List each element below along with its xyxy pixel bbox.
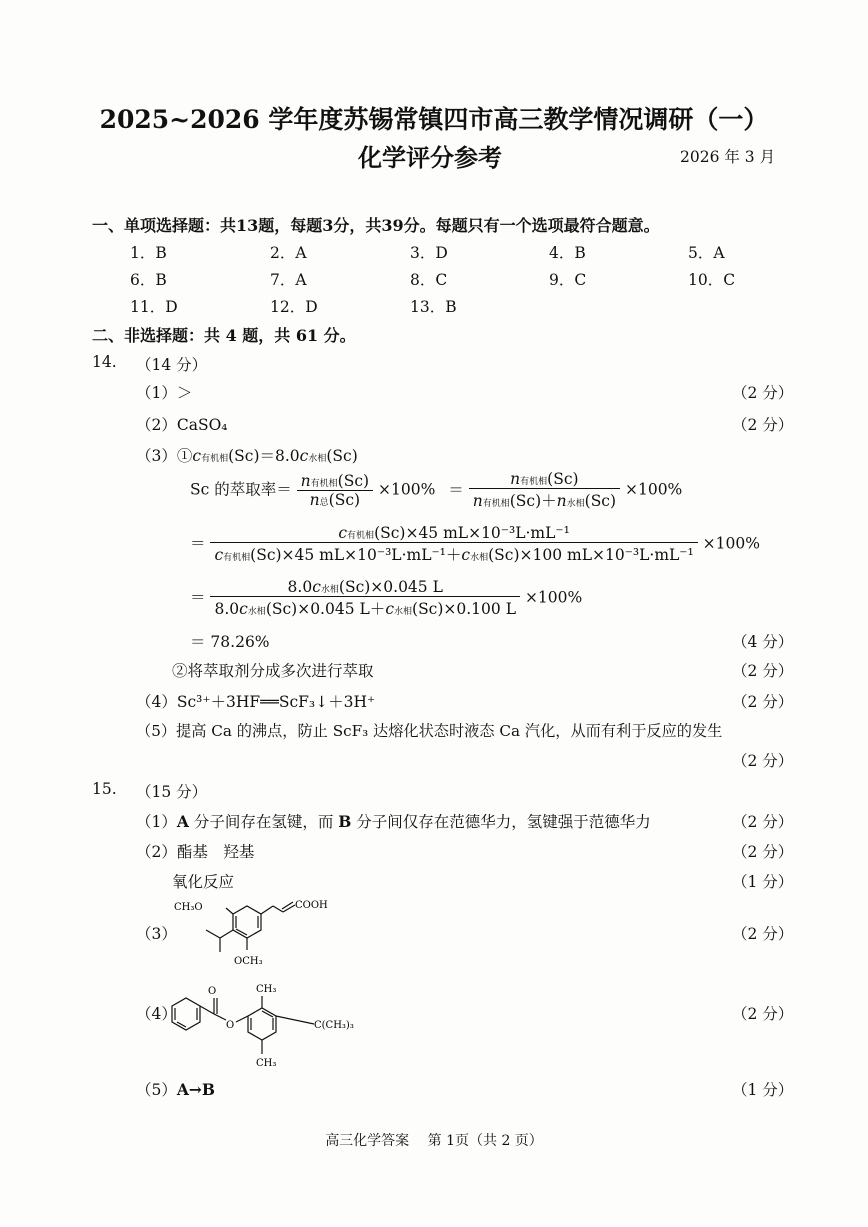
extraction-rate-formula-3: ＝ $\frac{\text{8.0c水相(Sc)×0.045 L}}{\text{8.0c水相(Sc)×0.045 L＋c水相(Sc)×0.100 L}}$ ×100%: [190, 578, 583, 618]
q14-part3-2: ②将萃取剂分成多次进行萃取: [172, 662, 374, 680]
q15-label: 15.: [92, 780, 117, 798]
q14-label: 14.: [92, 353, 117, 371]
ch3o-label: CH₃O: [174, 902, 203, 913]
answer-item: 3．D: [410, 244, 448, 262]
page-subtitle: 化学评分参考: [358, 143, 502, 172]
q14-part3-line1: （3）①c有机相(Sc)＝8.0c水相(Sc): [136, 447, 358, 465]
q15-part2b-points: （1 分）: [732, 873, 794, 891]
exam-date: 2026 年 3 月: [680, 148, 776, 166]
section2-heading: 二、非选择题：共 4 题，共 61 分。: [92, 326, 356, 345]
q15-part1-points: （2 分）: [732, 813, 794, 831]
answer-item: 10．C: [688, 271, 736, 289]
q14-part5: （5）提高 Ca 的沸点，防止 ScF₃ 达熔化状态时液态 Ca 汽化，从而有利于反应的发生: [136, 722, 723, 740]
q14-part2-points: （2 分）: [732, 416, 794, 434]
answer-item: 12．D: [270, 298, 318, 316]
q15-part4: （4）: [136, 1005, 177, 1023]
och3-label: OCH₃: [234, 956, 263, 967]
q14-part4: （4）Sc³⁺＋3HF══ScF₃↓＋3H⁺: [136, 693, 376, 711]
q15-total: （15 分）: [136, 783, 208, 801]
answer-item: 8．C: [410, 271, 448, 289]
q14-part3-2-points: （2 分）: [732, 662, 794, 680]
q14-part1: （1）＞: [136, 384, 193, 402]
q15-part3: （3）: [136, 925, 177, 943]
answer-item: 13．B: [410, 298, 457, 316]
extraction-rate-result: ＝ 78.26%: [190, 633, 270, 651]
answer-item: 11．D: [130, 298, 178, 316]
q15-part3-points: （2 分）: [732, 925, 794, 943]
answer-item: 7．A: [270, 271, 307, 289]
q14-part5-points: （2 分）: [732, 752, 794, 770]
q14-total: （14 分）: [136, 356, 208, 374]
q15-part1: （1）A 分子间存在氢键，而 B 分子间仅存在范德华力，氢键强于范德华力: [136, 812, 651, 831]
answer-item: 9．C: [549, 271, 587, 289]
ether-o-label: O: [226, 1020, 235, 1031]
page-title: 2025~2026 学年度苏锡常镇四市高三教学情况调研（一）: [99, 105, 769, 134]
answer-item: 1．B: [130, 244, 167, 262]
carbonyl-o-label: O: [208, 986, 217, 997]
answer-item: 6．B: [130, 271, 167, 289]
q15-part2-reaction-type: 氧化反应: [172, 873, 235, 891]
extraction-rate-formula-1: Sc 的萃取率＝ $\frac{\text{n有机相(Sc)}}{\text{n总(Sc)}}$ ×100% ＝ $\frac{\text{n有机相(Sc)}}{\text{n有机相(Sc)＋n水相(Sc)}}$ ×100%: [190, 470, 683, 510]
cooh-label: COOH: [295, 900, 328, 911]
answer-item: 2．A: [270, 244, 307, 262]
q14-part1-points: （2 分）: [732, 384, 794, 402]
structure-3-diagram: [168, 892, 368, 977]
q15-part2: （2）酯基 羟基: [136, 843, 255, 861]
ch3-bottom-label: CH₃: [256, 1058, 277, 1069]
q14-part2: （2）CaSO₄: [136, 416, 228, 434]
q15-part5: （5）A→B: [136, 1080, 215, 1099]
q14-part3-points: （4 分）: [732, 633, 794, 651]
q15-part2-points: （2 分）: [732, 843, 794, 861]
tbutyl-label: C(CH₃)₃: [314, 1020, 354, 1031]
q14-part4-points: （2 分）: [732, 693, 794, 711]
structure-4-diagram: [164, 980, 374, 1075]
q15-part4-points: （2 分）: [732, 1005, 794, 1023]
ch3-top-label: CH₃: [256, 984, 277, 995]
q15-part5-points: （1 分）: [732, 1081, 794, 1099]
extraction-rate-formula-2: ＝ $\frac{\text{c有机相(Sc)×45 mL×10⁻³L·mL⁻¹}}{\text{c有机相(Sc)×45 mL×10⁻³L·mL⁻¹＋c水相(Sc)×100 mL×10⁻³L·mL⁻¹}}$ ×100%: [190, 524, 760, 564]
page-footer: 高三化学答案 第 1页（共 2 页）: [325, 1133, 543, 1149]
answer-item: 5．A: [688, 244, 725, 262]
answer-item: 4．B: [549, 244, 586, 262]
section1-heading: 一、单项选择题：共13题，每题3分，共39分。每题只有一个选项最符合题意。: [92, 216, 660, 235]
